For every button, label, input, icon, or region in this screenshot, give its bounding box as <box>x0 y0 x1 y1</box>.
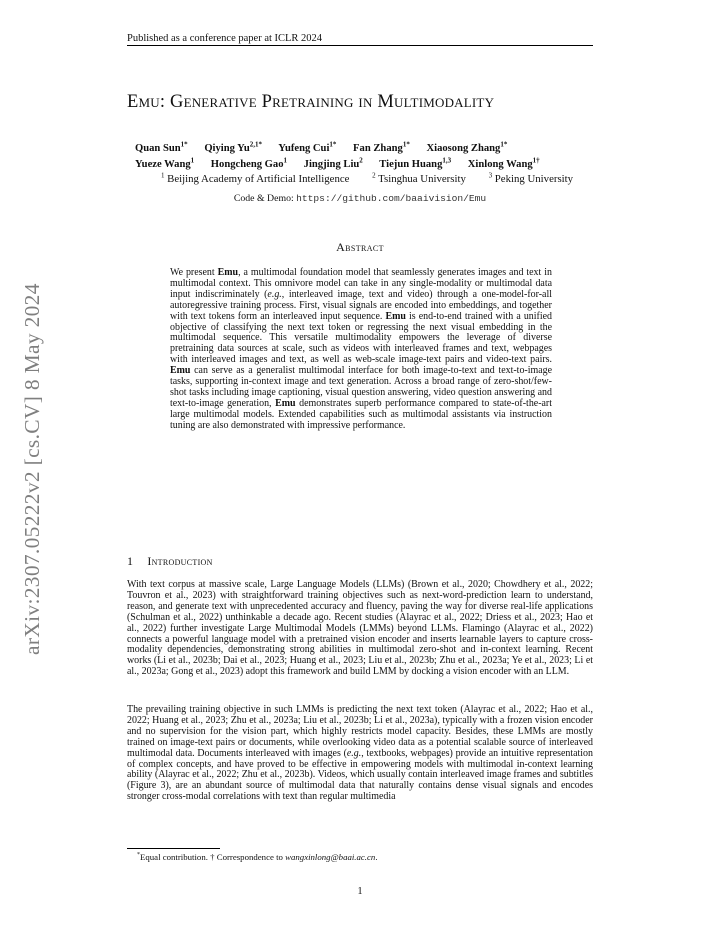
author: Jingjing Liu$^2$ <box>303 156 363 171</box>
footnote-email[interactable]: wangxinlong@baai.ac.cn <box>285 852 376 862</box>
page-number: 1 <box>357 886 363 897</box>
author: Xinlong Wang$^{1\dagger}$ <box>467 156 540 171</box>
footnote-rule <box>127 848 220 849</box>
running-head: Published as a conference paper at ICLR 2024 <box>127 33 323 44</box>
author: Yufeng Cui$^{1*}$ <box>278 140 337 154</box>
arxiv-stamp: arXiv:2307.05222v2 [cs.CV] 8 May 2024 <box>20 283 44 655</box>
affiliation: $^3$ Peking University <box>488 171 574 185</box>
intro-paragraph-2: The prevailing training objective in such LMMs is predicting the next text token (Alayrac et al., 2022; Hao et al., 2022; Huang et al., 2023; Zhu et al., 2023a; Liu et al., 2023b; Li et al., 2023a), typically with a frozen vision encoder and no supervision for the vision part, which highly restricts model capacity. Besides, these LMMs are mostly trained on image-text pairs or documents, while overlooking video data as a potential scalable source of interleaved multimodal data. Documents interleaved with images (e.g., textbooks, webpages) provide an intuitive representation of complex concepts, and have proved to be effective in empowering models with multimodal in-context learning ability (Alayrac et al., 2022; Zhu et al., 2023b). Videos, which usually contain interleaved image frames and subtitles (Figure 3), are an abundant source of multimodal data that naturally contains dense visual signals and encodes stronger cross-modal correlations with text than regular multimedia <box>127 704 593 803</box>
section-heading <box>127 554 213 569</box>
code-demo-link[interactable]: https://github.com/baaivision/Emu <box>296 193 487 204</box>
code-demo-line <box>127 193 593 204</box>
abstract-body: We present Emu, a multimodal foundation model that seamlessly generates images and text in multimodal context. This omnivore model can take in any single-modality or multimodal data input indiscriminately (e.g., interleaved image, text and video) through a one-model-for-all autoregressive training process. First, visual signals are encoded into embeddings, and together with text tokens form an interleaved input sequence. Emu is end-to-end trained with a unified objective of classifying the next text token or regressing the next visual embedding in the multimodal sequence. This versatile multimodality empowers the leverage of diverse pretraining data sources at scale, such as videos with interleaved frames and text, webpages with interleaved images and text, as well as web-scale image-text pairs and video-text pairs. Emu can serve as a generalist multimodal interface for both image-to-text and text-to-image tasks, supporting in-context image and text generation. Across a broad range of zero-shot/few-shot tasks including image captioning, visual question answering, video question answering and text-to-image generation, Emu demonstrates superb performance compared to state-of-the-art large multimodal models. Extended capabilities such as multimodal assistants via instruction tuning are also demonstrated with impressive performance. <box>170 267 552 431</box>
affiliation: $^2$ Tsinghua University <box>372 171 466 185</box>
author-row-2 <box>135 155 607 172</box>
author: Quan Sun$^{1*}$ <box>135 140 188 154</box>
affiliations <box>127 171 607 185</box>
author: Fan Zhang$^{1*}$ <box>353 140 410 154</box>
abstract-heading: Abstract <box>336 240 384 254</box>
affiliation: $^1$ Beijing Academy of Artificial Intelligence <box>160 171 350 185</box>
intro-paragraph-1: With text corpus at massive scale, Large Language Models (LLMs) (Brown et al., 2020; Chowdhery et al., 2022; Touvron et al., 2023) with straightforward training objectives such as next-word-prediction learn to understand, reason, and generate text with unprecedented accuracy and fluency, paving the way for diverse real-life applications (Schulman et al., 2022) unthinkable a decade ago. Recent studies (Alayrac et al., 2022; Driess et al., 2023; Hao et al., 2022) further investigate Large Multimodal Models (LMMs) beyond LLMs. Flamingo (Alayrac et al., 2022) connects a powerful language model with a pretrained vision encoder and inserts learnable layers to capture cross-modality dependencies, demonstrating strong abilities in multimodal zero-shot and in-context learning. Recent works (Li et al., 2023b; Dai et al., 2023; Huang et al., 2023; Liu et al., 2023b; Zhu et al., 2023a; Ye et al., 2023; Li et al., 2023a; Gong et al., 2023) adopt this framework and build LMM by docking a vision encoder with an LLM. <box>127 579 593 678</box>
header-rule <box>127 45 593 46</box>
author: Qiying $Yu^{2,1*}$ <box>204 140 262 154</box>
paper-title: Emu: Generative Pretraining in Multimodality <box>127 92 495 112</box>
author: Hongcheng Gao$^1$ <box>210 156 287 171</box>
section-title: Introduction <box>147 554 213 568</box>
author-row-1 <box>135 138 607 155</box>
author: Yueze Wang$^1$ <box>135 156 195 171</box>
code-demo-label: Code & Demo: <box>233 193 294 204</box>
author-list <box>127 138 607 171</box>
author: Tiejun Huang$^{1,3}$ <box>379 156 452 171</box>
footnote: *Equal contribution. † Correspondence to wangxinlong@baai.ac.cn. <box>137 852 378 862</box>
author: Xiaosong Zhang$^{1*}$ <box>426 140 508 154</box>
section-number: 1 <box>127 554 134 568</box>
